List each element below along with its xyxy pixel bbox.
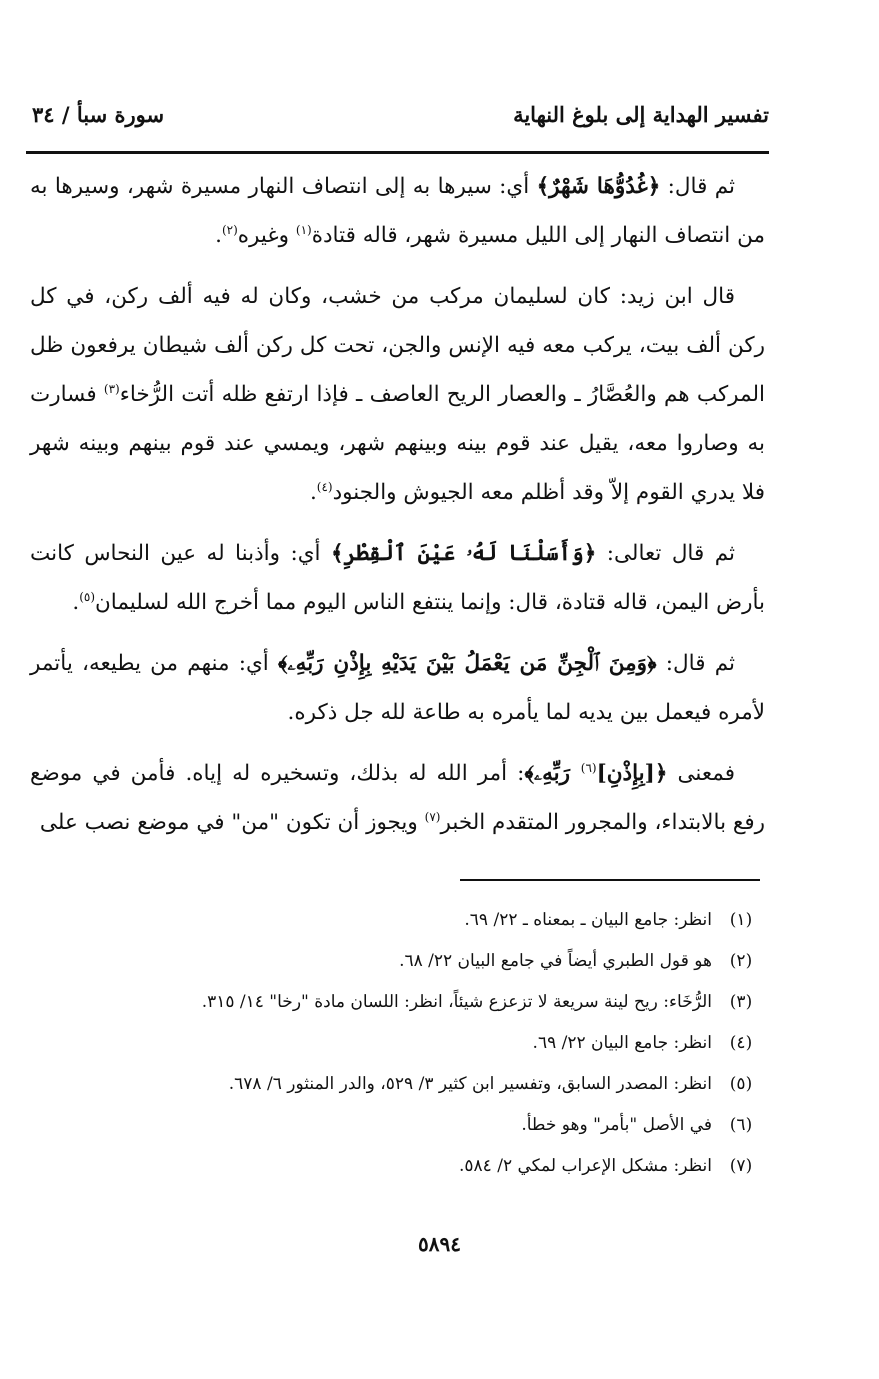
footnote-text: هو قول الطبري أيضاً في جامع البيان ٢٢/ ٦٨.: [399, 951, 712, 971]
footnote-ref[interactable]: (٦): [580, 760, 597, 775]
footnote-text: انظر: جامع البيان ـ بمعناه ـ ٢٢/ ٦٩.: [464, 910, 712, 930]
text-run: أي: وأذبنا له عين النحاس كانت بأرض اليمن، قاله قتادة، قال: وإنما ينتفع الناس اليوم مما أخرج الله لسليمان: [30, 541, 765, 615]
quran-verse: ﴿[بِإِذْنِ]: [596, 761, 668, 786]
text-run: أي: منهم من يطيعه، يأتمر لأمره فيعمل بين يديه لما يأمره به طاعة لله جل ذكره.: [30, 651, 765, 725]
quran-verse: ﴿وَمِنَ ٱلْجِنِّ مَن يَعْمَلُ بَيْنَ يَدَيْهِ بِإِذْنِ رَبِّهِۦ﴾: [277, 651, 657, 676]
footnote-ref[interactable]: (١): [295, 222, 312, 237]
text-run: : أمر الله له بذلك، وتسخيره له إياه. فأمن في موضع رفع بالابتداء، والمجرور المتقدم الخبر: [30, 761, 765, 835]
text-run: قال ابن زيد: كان لسليمان مركب من خشب، وكان له فيه ألف ركن، في كل ركن ألف بيت، يركب معه فيه الإنس والجن، تحت كل ركن ألف شيطان يرفعون ظل المركب هم والعُصَّارُ ـ والعصار الريح العاصف ـ فإذا ارتفع ظله أتت الرُّخاء: [30, 284, 766, 407]
footnote-item: [40, 1023, 770, 1064]
header-rule: [26, 151, 769, 154]
text-run: .: [72, 590, 80, 615]
quran-verse: رَبِّهِۦ﴾: [524, 761, 581, 786]
book-title: تفسير الهداية إلى بلوغ النهاية: [513, 102, 769, 127]
footnote-number: (٤): [729, 1033, 753, 1053]
footnote-number: (٣): [729, 992, 753, 1012]
text-run: ثم قال:: [660, 174, 735, 199]
surah-label: سورة سبأ / ٣٤: [32, 102, 165, 127]
text-run: .: [215, 223, 222, 248]
page-number: ٥٨٩٤: [418, 1232, 461, 1256]
paragraph-3: [30, 529, 765, 627]
footnote-text: في الأصل "بأمر" وهو خطأ.: [521, 1115, 712, 1135]
footnote-text: انظر: مشكل الإعراب لمكي ٢/ ٥٨٤.: [459, 1156, 712, 1176]
text-run: فمعنى: [667, 761, 735, 786]
footnote-ref[interactable]: (٧): [424, 809, 441, 824]
text-run: أي: سيرها به إلى انتصاف النهار مسيرة شهر، وسيرها به من انتصاف النهار إلى الليل مسيرة شهر، قاله قتادة: [30, 174, 765, 248]
footnote-ref[interactable]: (٣): [103, 381, 120, 396]
footnote-item: [40, 1064, 770, 1105]
footnote-text: انظر: جامع البيان ٢٢/ ٦٩.: [532, 1033, 712, 1053]
footnote-separator: [460, 879, 760, 881]
footnote-number: (٦): [729, 1115, 753, 1135]
footnote-number: (٧): [729, 1156, 753, 1176]
paragraph-4: [30, 639, 765, 737]
quran-verse: ﴿وَأَسَلْنَا لَهُۥ عَيْنَ ٱلْقِطْرِ﴾: [330, 541, 597, 566]
text-run: ويجوز أن تكون "من" في موضع نصب على: [39, 810, 425, 835]
footnote-number: (٢): [729, 951, 753, 971]
footnote-ref[interactable]: (٥): [79, 589, 96, 604]
footnote-item: [40, 1105, 770, 1146]
paragraph-1: [30, 162, 765, 260]
footnote-item: [40, 982, 770, 1023]
text-run: وغيره: [237, 223, 296, 248]
paragraph-5: [30, 749, 765, 847]
footnote-text: الرُّخَاء: ريح لينة سريعة لا تزعزع شيئاً، انظر: اللسان مادة "رخا" ١٤/ ٣١٥.: [201, 992, 712, 1012]
footnote-ref[interactable]: (٢): [221, 222, 238, 237]
footnote-item: [40, 1146, 770, 1187]
text-run: .: [309, 480, 317, 505]
paragraph-2: [30, 272, 765, 517]
footnote-text: انظر: المصدر السابق، وتفسير ابن كثير ٣/ ٥٢٩، والدر المنثور ٦/ ٦٧٨.: [228, 1074, 712, 1094]
footnote-ref[interactable]: (٤): [316, 479, 333, 494]
footnote-number: (١): [729, 910, 753, 930]
main-text: [30, 162, 765, 859]
running-header: [28, 98, 769, 138]
footnote-item: [40, 941, 770, 982]
text-run: فسارت به وصاروا معه، يقيل عند قوم بينه وبينهم شهر، ويمسي عند قوم بينهم وبينه شهر فلا يدري القوم إلاّ وقد أظلم معه الجيوش والجنود: [30, 382, 765, 505]
footnote-item: [40, 900, 770, 941]
text-run: ثم قال تعالى:: [596, 541, 735, 566]
text-run: ثم قال:: [656, 651, 735, 676]
quran-verse: ﴿غُدُوُّهَا شَهْرٌ﴾: [536, 174, 661, 199]
footnote-number: (٥): [729, 1074, 753, 1094]
footnotes-list: [40, 900, 770, 1187]
